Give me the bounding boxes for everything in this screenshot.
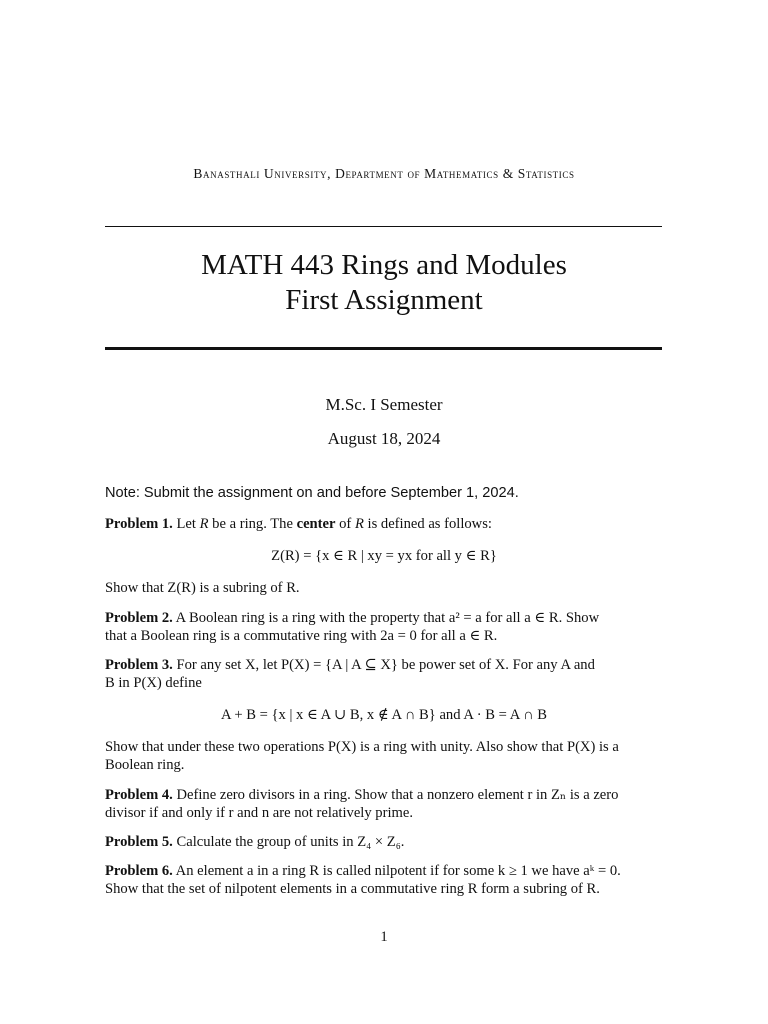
problem-5	[105, 833, 662, 851]
problem-3-after-line-2: Boolean ring.	[105, 757, 185, 773]
bottom-rule	[105, 347, 662, 350]
submission-note: Note: Submit the assignment on and before September 1, 2024.	[105, 485, 519, 501]
problem-2-line-1: A Boolean ring is a ring with the property that a² = a for all a ∈ R. Show	[175, 610, 600, 626]
problem-1-label: Problem 1.	[105, 516, 173, 532]
problem-6	[105, 862, 662, 898]
problem-1-text-c: of	[335, 516, 355, 532]
document-title	[0, 248, 768, 318]
problem-4	[105, 786, 662, 822]
problem-1-display-equation: Z(R) = {x ∈ R | xy = yx for all y ∈ R}	[271, 548, 497, 564]
problem-4-line-1: Define zero divisors in a ring. Show that a nonzero element r in Zₙ is a zero	[176, 787, 619, 803]
problem-6-label: Problem 6.	[105, 863, 173, 879]
top-rule	[105, 226, 662, 227]
problem-6-line-1: An element a in a ring R is called nilpotent if for some k ≥ 1 we have aᵏ = 0.	[175, 863, 621, 879]
problem-4-label: Problem 4.	[105, 787, 173, 803]
problem-2	[105, 609, 662, 645]
problem-5-label: Problem 5.	[105, 834, 173, 850]
problem-3-line-1: For any set X, let P(X) = {A | A ⊆ X} be power set of X. For any A and	[176, 657, 595, 673]
problem-1-text-b: be a ring. The	[208, 516, 297, 532]
problem-1	[105, 515, 662, 533]
problem-1-text-a: Let	[176, 516, 200, 532]
problem-3-after-line-1: Show that under these two operations P(X) is a ring with unity. Also show that P(X) is a	[105, 739, 619, 755]
assignment-title: First Assignment	[285, 284, 483, 316]
problem-1-question: Show that Z(R) is a subring of R.	[105, 580, 300, 596]
problem-3-line-2: B in P(X) define	[105, 675, 202, 691]
problem-2-line-2: that a Boolean ring is a commutative ring with 2a = 0 for all a ∈ R.	[105, 628, 498, 644]
problem-5-line-1: Calculate the group of units in Z₄ × Z₆.	[176, 834, 405, 850]
semester-line: M.Sc. I Semester	[325, 395, 443, 414]
university-header: Banasthali University, Department of Mathematics & Statistics	[193, 166, 575, 181]
problem-6-line-2: Show that the set of nilpotent elements in a commutative ring R form a subring of R.	[105, 881, 600, 897]
problem-1-var-a: R	[199, 516, 209, 532]
problem-3-question	[105, 738, 662, 774]
problem-3-label: Problem 3.	[105, 657, 173, 673]
course-title: MATH 443 Rings and Modules	[201, 249, 567, 281]
problem-3-display-equation: A + B = {x | x ∈ A ∪ B, x ∉ A ∩ B} and A · B = A ∩ B	[220, 707, 548, 723]
problem-2-label: Problem 2.	[105, 610, 173, 626]
problem-1-var-b: R	[354, 516, 364, 532]
page-number: 1	[380, 929, 388, 945]
problem-1-bold: center	[296, 516, 336, 532]
problem-3	[105, 656, 662, 692]
problem-1-text-d: is defined as follows:	[363, 516, 492, 532]
date-line: August 18, 2024	[327, 429, 441, 448]
problem-4-line-2: divisor if and only if r and n are not relatively prime.	[105, 805, 414, 821]
